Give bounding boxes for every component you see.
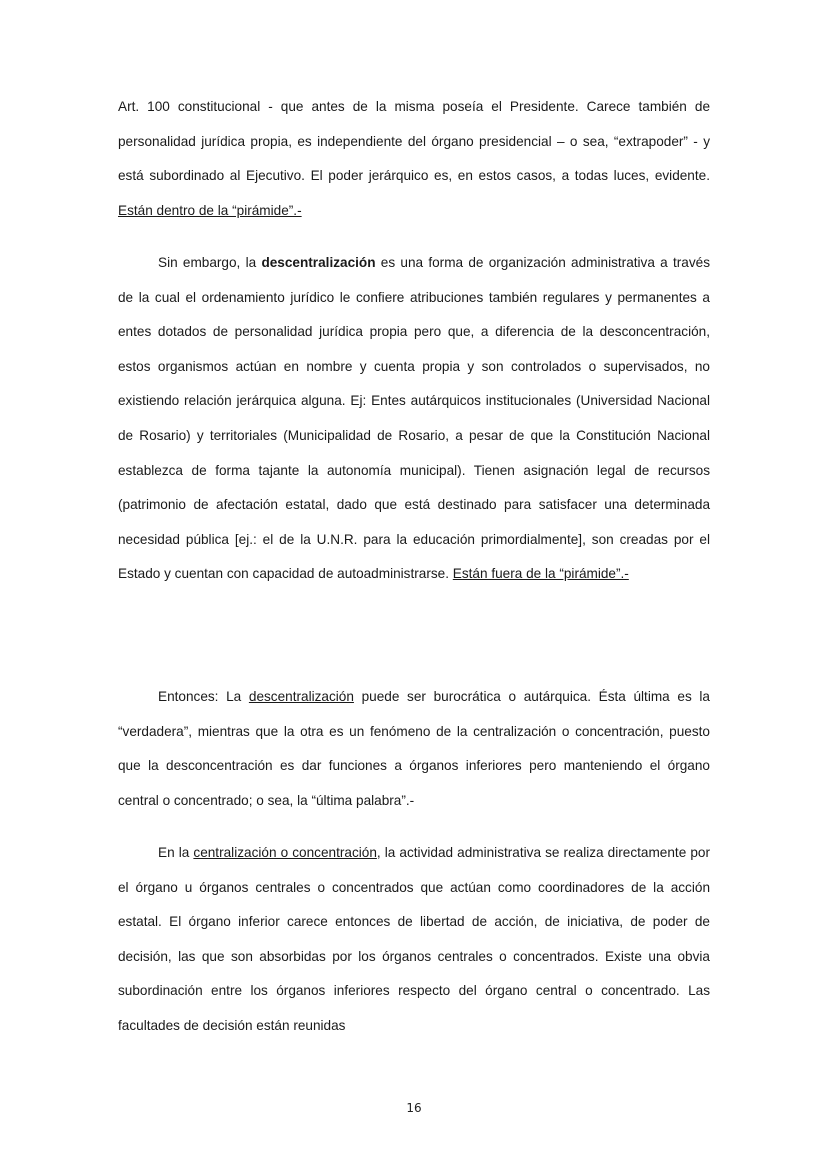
- paragraph-1-text: Art. 100 constitucional - que antes de la misma poseía el Presidente. Carece también de personalidad jurídica propia, es independiente del órgano presidencial – o sea, “extrapoder” - y está subordinado al Ejecutivo. El poder jerárquico es, en estos casos, a todas luces, evidente.: [118, 99, 710, 184]
- paragraph-4-text-body: , la actividad administrativa se realiza directamente por el órgano u órganos centrales o concentrados que actúan como coordinadores de la acción estatal. El órgano inferior carece entonces de libertad de acción, de iniciativa, de poder de decisión, las que son absorbidas por los órganos centrales o concentrados. Existe una obvia subordinación entre los órganos inferiores respecto del órgano central o concentrado. Las facultades de decisión están reunidas: [118, 845, 711, 1033]
- page-number: 16: [406, 1101, 422, 1115]
- paragraph-4-underlined-term: centralización o concentración: [193, 845, 377, 860]
- paragraph-2-text-body: es una forma de organización administrativa a través de la cual el ordenamiento jurídico le confiere atribuciones también regulares y permanentes a entes dotados de personalidad jurídica propia pero que, a diferencia de la desconcentración, estos organismos actúan en nombre y cuenta propia y son controlados o supervisados, no existiendo relación jerárquica alguna. Ej: Entes autárquicos institucionales (Universidad Nacional de Rosario) y territoriales (Municipalidad de Rosario, a pesar de que la Constitución Nacional establezca de forma tajante la autonomía municipal). Tienen asignación legal de recursos (patrimonio de afectación estatal, dado que está destinado para satisfacer una determinada necesidad pública [ej.: el de la U.N.R. para la educación primordialmente], son creadas por el Estado y cuentan con capacidad de autoadministrarse.: [118, 255, 710, 582]
- paragraph-2-underlined: Están fuera de la “pirámide”.-: [452, 566, 629, 582]
- paragraph-2-bold-term: descentralización: [261, 255, 376, 270]
- paragraph-1: [118, 90, 710, 228]
- paragraph-2-text-start: Sin embargo, la: [158, 255, 262, 270]
- paragraph-3-underlined-term: descentralización: [248, 689, 354, 704]
- paragraph-2: [118, 246, 710, 592]
- paragraph-3-text-body: puede ser burocrática o autárquica. Ésta última es la “verdadera”, mientras que la otra es un fenómeno de la centralización o concentración, puesto que la desconcentración es dar funciones a órganos inferiores pero manteniendo el órgano central o concentrado; o sea, la “última palabra”.-: [118, 689, 710, 808]
- paragraph-4-text-start: En la: [158, 845, 194, 860]
- paragraph-3: [118, 680, 710, 818]
- paragraph-1-underlined: Están dentro de la “pirámide”.-: [118, 202, 302, 218]
- paragraph-4: [118, 836, 710, 1044]
- paragraph-3-text-start: Entonces: La: [158, 689, 249, 704]
